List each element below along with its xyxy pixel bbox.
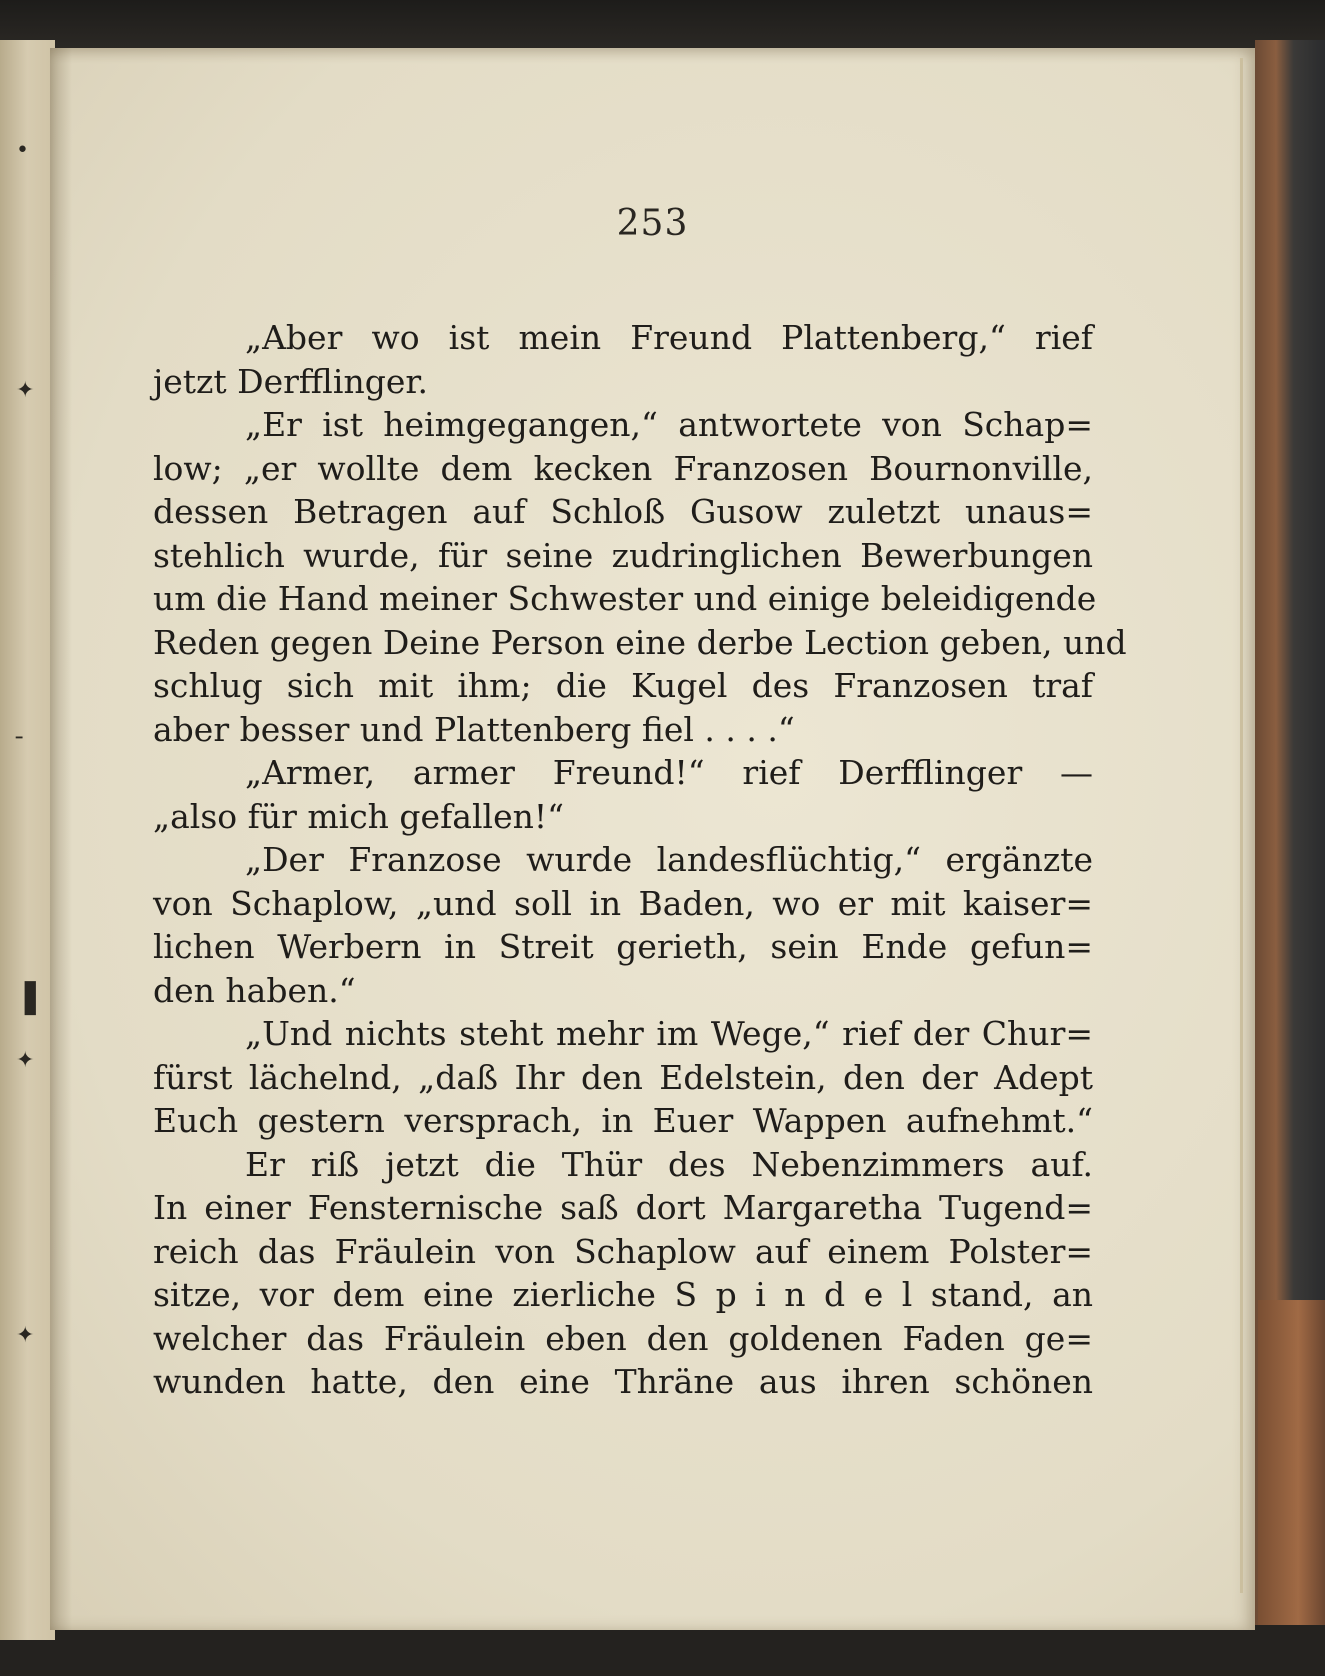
- facing-page-edge: [0, 40, 55, 1640]
- text-line: schlug sich mit ihm; die Kugel des Franzosen traf: [153, 666, 1093, 705]
- text-line: reich das Fräulein von Schaplow auf einem Polster=: [153, 1231, 1093, 1271]
- text-line: „Er ist heimgegangen,“ antwortete von Schap=: [245, 405, 1093, 444]
- text-line: jetzt Derfflinger.: [153, 361, 429, 401]
- text-line: wunden hatte, den eine Thräne aus ihren schönen: [153, 1362, 1093, 1401]
- text-line: Reden gegen Deine Person eine derbe Lection geben, und: [153, 622, 1127, 662]
- margin-blot-mark: ❚: [16, 976, 45, 1016]
- text-line: welcher das Fräulein eben den goldenen Faden ge=: [153, 1318, 1093, 1358]
- page-number: 253: [616, 203, 689, 244]
- text-line: Er riß jetzt die Thür des Nebenzimmers auf.: [245, 1144, 1093, 1184]
- text-line: stehlich wurde, für seine zudringlichen Bewerbungen: [153, 535, 1093, 575]
- text-line: aber besser und Plattenberg fiel . . . .“: [153, 709, 795, 749]
- text-line: In einer Fensternische saß dort Margaretha Tugend=: [153, 1188, 1093, 1227]
- page-edge: [1240, 58, 1243, 1593]
- margin-dot-mark: •: [16, 138, 29, 163]
- text-line: „Aber wo ist mein Freund Plattenberg,“ rief: [245, 318, 1093, 357]
- gutter-shadow: [50, 48, 72, 1630]
- cover-board-top: [0, 0, 1325, 55]
- text-line: „also für mich gefallen!“: [153, 796, 564, 836]
- cover-board-bottom: [0, 1625, 1325, 1676]
- text-line: Euch gestern versprach, in Euer Wappen aufnehmt.“: [153, 1101, 1093, 1140]
- text-line: fürst lächelnd, „daß Ihr den Edelstein, den der Adept: [153, 1057, 1093, 1097]
- text-line: von Schaplow, „und soll in Baden, wo er mit kaiser=: [153, 883, 1093, 923]
- text-line: dessen Betragen auf Schloß Gusow zuletzt unaus=: [153, 492, 1093, 531]
- text-line: „Armer, armer Freund!“ rief Derfflinger —: [245, 753, 1093, 792]
- text-line: sitze, vor dem eine zierliche S p i n d e l stand, an: [153, 1275, 1093, 1314]
- text-line: „Der Franzose wurde landesflüchtig,“ ergänzte: [245, 840, 1093, 879]
- margin-arrow-mark: ✦: [16, 378, 35, 403]
- margin-dash-mark: ╴: [16, 726, 30, 751]
- book-page: [50, 48, 1255, 1630]
- text-line: „Und nichts steht mehr im Wege,“ rief der Chur=: [245, 1014, 1093, 1053]
- text-line: um die Hand meiner Schwester und einige beleidigende: [153, 579, 1097, 618]
- margin-arrow-mark: ✦: [16, 1323, 35, 1348]
- margin-arrow-mark: ✦: [16, 1048, 35, 1073]
- text-line: lichen Werbern in Streit gerieth, sein Ende gefun=: [153, 927, 1093, 966]
- text-line: den haben.“: [153, 970, 356, 1010]
- cover-leather-corner: [1258, 1300, 1325, 1650]
- text-line: low; „er wollte dem kecken Franzosen Bournonville,: [153, 448, 1093, 488]
- body-text: [153, 316, 1127, 1404]
